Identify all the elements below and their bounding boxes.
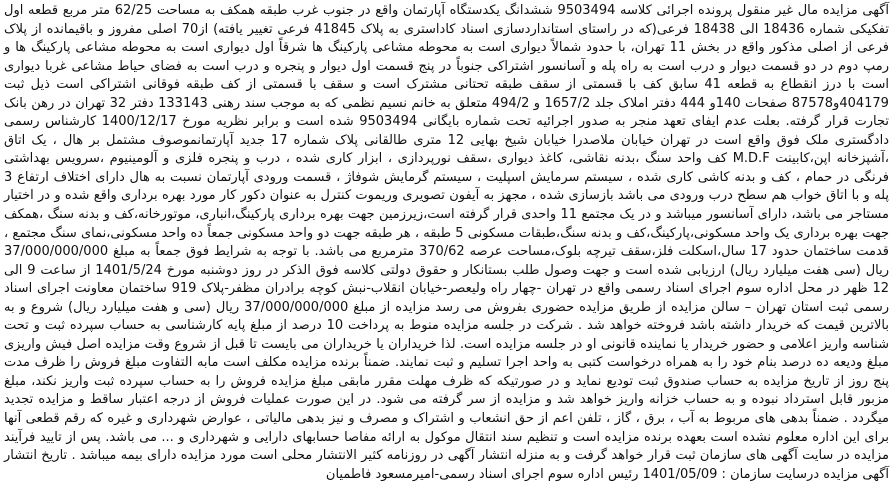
auction-notice-text: آگهی مزایده مال غیر منقول پرونده اجرائی کلاسه 9503494 ششدانگ یکدستگاه آپارتمان واقع در جنوب غرب طبقه همکف به مساحت 62/25 متر مربع قطعه اول تفکیکی شماره 18436 الی 18438 فرعی(که در راستای استانداردسازی اسناد کاداستری به پلاک 41845 فرعی تغییر یافته) از70 اصلی مفروز و باقیمانده از پلاک فرعی از اصلی مذکور واقع در بخش 11 تهران، با حدود شمالاً دیواری است به محوطه مشاعی پارکینگ ها شرقاً اول دیواری است به محوطه مشاعی پارکینگ ها و رمپ دوم در دو قسمت دیوار و درب است به راه پله و آسانسور اشتراکی جنوباً در پنج قسمت اول دیوار و پنجره و درب است به فضای حیاط مشاعی غربا دیواری است با درز انقطاع به قطعه 41 سابق کف با قسمتی از سقف طبقه تحتانی مشترک است و سقف با قسمتی از کف طبقه فوقانی اشتراکی است ذیل ثبت 404179و87578 صفحات 140و 444 دفتر املاک جلد 1657/2 و 494/2 متعلق به خانم نسیم نظمی که به موجب سند رهنی 133143 دفتر 32 تهران در رهن بانک تجارت قرار گرفته. بعلت عدم ایفای تعهد منجر به صدور اجرائیه تحت شماره بایگانی 9503494 شده است و برابر نظریه مورخ 1400/12/17 کارشناس رسمی دادگستری ملک فوق واقع است در تهران خیابان ملاصدرا خیابان شیخ بهایی 12 متری طالقانی پلاک شماره 17 جدید آپارتمانموصوف مشتمل بر هال ، یک اتاق ،آشپزخانه اپن،کابینت M.D.F کف واحد سنگ ،بدنه نقاشی، کاغذ دیواری ،سقف نورپردازی ، ابزار کاری شده ، درب و پنجره فلزی و آلومینیوم ،سرویس بهداشتی فرنگی در حمام ، کف و بدنه کاشی کاری شده ، سیستم سرمایش اسپلیت ، سیستم گرمایش شوفاژ ، قسمت ورودی آپارتمان نسبت به هال دارای اختلاف ارتفاع 3 پله و با اتاق خواب هم سطح درب ورودی می باشد بازسازی شده ، مجهز به آیفون تصویری وریموت کنترل به عنوان دکور کار مورد بهره برداری واقع شده و در اختیار مستاجر می باشد، دارای آسانسور میباشد و در یک مجتمع 11 واحدی قرار گرفته است،زیرزمین جهت بهره برداری پارکینگ،انباری، موتورخانه،کف و بدنه سنگ ،همکف جهت بهره برداری یک واحد مسکونی،پارکینگ،کف و بدنه سنگ،طبقات مسکونی 5 طبقه ، هر طبقه جهت دو واحد مسکونی جمعاً ده واحد مسکونی،نمای سنگ مجتمع ، قدمت ساختمان حدود 17 سال،اسکلت فلز،سقف تیرچه بلوک،مساحت عرصه 370/62 مترمربع می باشد. با توجه به شرایط فوق جمعاً به مبلغ 37/000/000/000 ریال (سی هفت میلیارد ریال) ارزیابی شده است و جهت وصول طلب بستانکار و حقوق دولتی کلاسه فوق الذکر در روز دوشنبه مورخ 1401/5/24 از ساعت 9 الی 12 ظهر در محل اداره سوم اجرای اسناد رسمی واقع در تهران -چهار راه ولیعصر-خیابان انقلاب-نبش کوچه برادران مظفر-پلاک 919 ساختمان معاونت اجرای اسناد رسمی ثبت استان تهران – سالن مزایده از طریق مزایده حضوری بفروش می رسد مزایده از مبلغ 37/000/000/000 ریال (سی و هفت میلیارد ریال) شروع و به بالاترین قیمت که خریدار داشته باشد فروخته خواهد شد . شرکت در جلسه مزایده منوط به پرداخت 10 درصد از مبلغ پایه کارشناسی به حساب سپرده ثبت و تحت شناسه واریز اعلامی و حضور خریدار یا نماینده قانونی او در جلسه مزایده است. لذا خریداران یا خریداران می بایست تا قبل از شروع وقت مزایده اصل فیش واریزی مبلغ ودیعه ده درصد بنام خود را به همراه درخواست کتبی به واحد اجرا تسلیم و ثبت نمایند. ضمناً برنده مزایده مکلف است مابه التفاوت مبلغ فروش را ظرف مدت پنج روز از تاریخ مزایده به حساب صندوق ثبت تودیع نماید و در صورتیکه که ظرف مهلت مقرر مابقی مبلغ مزایده فروش را به حساب سپرده ثبت واریز نکند، مبلغ مزبور قابل استرداد نبوده و به حساب خزانه واریز خواهد شد و مزایده از سر گرفته می شود. در این صورت عملیات فروش از درجه اعتبار ساقط و مزایده تجدید میگردد . ضمناً بدهی های مربوط به آب ، برق ، گاز ، تلفن اعم از حق انشعاب و اشتراک و مصرف و نیز بدهی مالیاتی ، عوارض شهرداری و غیره که رقم قطعی آنها برای این اداره معلوم نشده است بعهده برنده مزایده است و تنظیم سند انتقال موکول به ارائه مفاصا حسابهای دارایی و شهرداری و ... می باشد. پس از تایید فرآیند مزایده در سایت آگهی های سازمان ثبت قرار خواهد گرفت و به منزله انتشار آگهی در روزنامه کثیر الانتشار محلی است مورد مزایده دارای بیمه میباشد . تاریخ انتشار آگهی مزایده درسایت سازمان : 1401/05/09 رئیس اداره سوم اجرای اسناد رسمی-امیرمسعود فاطمیان bbox=[4, 3, 890, 482]
